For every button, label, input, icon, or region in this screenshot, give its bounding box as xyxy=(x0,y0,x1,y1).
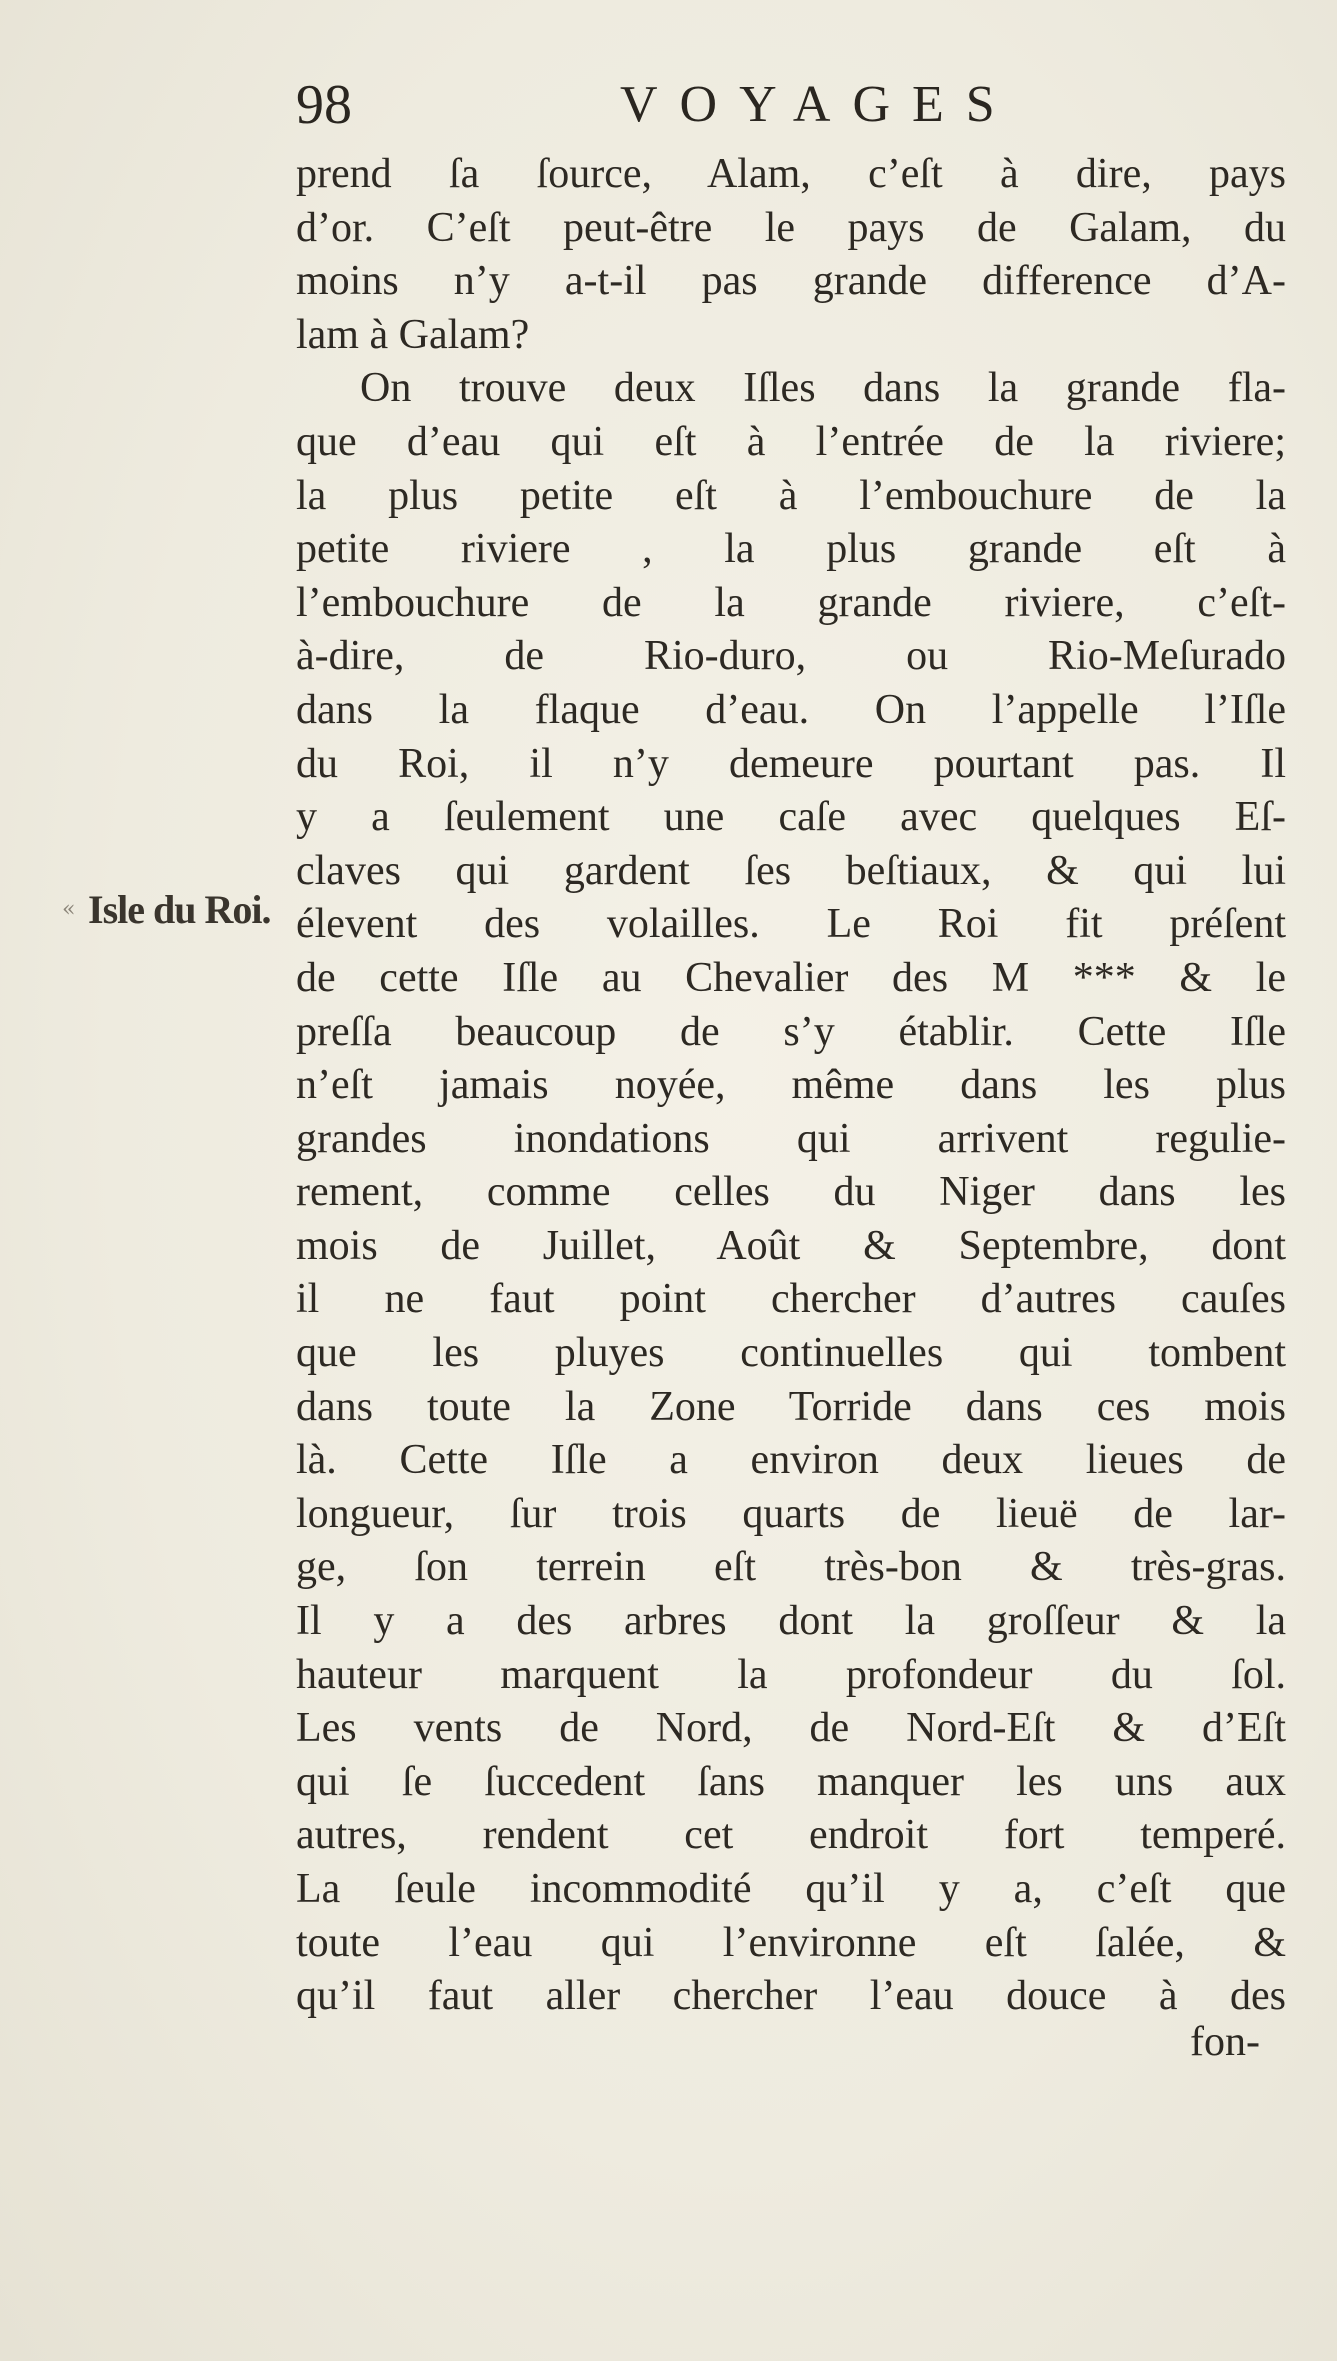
margin-note: Isle du Roi. xyxy=(88,887,271,932)
text-line: dans toute la Zone Torride dans ces mois xyxy=(296,1383,1286,1430)
text-line: preſſa beaucoup de s’y établir. Cette Iſle xyxy=(296,1008,1286,1055)
text-line: que les pluyes continuelles qui tombent xyxy=(296,1330,1286,1377)
page-header xyxy=(0,70,1337,140)
text-line: claves qui gardent ſes beſtiaux, & qui lui xyxy=(296,847,1286,894)
margin-note-marker: « xyxy=(62,897,76,922)
text-line: Les vents de Nord, de Nord-Eſt & d’Eſt xyxy=(296,1705,1286,1752)
text-line: de cette Iſle au Chevalier des M *** & le xyxy=(296,954,1286,1001)
text-line: La ſeule incommodité qu’il y a, c’eſt que xyxy=(296,1866,1286,1912)
text-line: il ne faut point chercher d’autres cauſes xyxy=(296,1276,1286,1323)
page-number: 98 xyxy=(296,74,352,136)
text-line: qu’il faut aller chercher l’eau douce à des xyxy=(296,1973,1286,2020)
text-line: On trouve deux Iſles dans la grande fla- xyxy=(360,365,1286,412)
text-line: Il y a des arbres dont la groſſeur & la xyxy=(296,1598,1286,1645)
text-line: hauteur marquent la profondeur du ſol. xyxy=(296,1651,1286,1698)
body-text xyxy=(296,148,1286,2024)
text-line: mois de Juillet, Août & Septembre, dont xyxy=(296,1222,1286,1269)
text-line: moins n’y a-t-il pas grande difference d’A- xyxy=(296,258,1286,305)
text-line: lam à Galam? xyxy=(296,311,530,358)
text-line: petite riviere , la plus grande eſt à xyxy=(296,526,1286,573)
text-line: dans la flaque d’eau. On l’appelle l’Iſle xyxy=(296,686,1286,733)
text-line: grandes inondations qui arrivent regulie- xyxy=(296,1115,1286,1162)
text-line: prend ſa ſource, Alam, c’eſt à dire, pays xyxy=(296,151,1286,197)
text-line: élevent des volailles. Le Roi fit préſent xyxy=(296,901,1286,948)
running-title: VOYAGES xyxy=(620,76,1017,133)
text-line: l’embouchure de la grande riviere, c’eſt- xyxy=(296,579,1286,626)
text-line: ge, ſon terrein eſt très-bon & très-gras. xyxy=(296,1544,1286,1591)
text-line: la plus petite eſt à l’embouchure de la xyxy=(296,472,1286,519)
text-line: du Roi, il n’y demeure pourtant pas. Il xyxy=(296,740,1286,787)
text-line: qui ſe ſuccedent ſans manquer les uns aux xyxy=(296,1758,1286,1805)
text-line: y a ſeulement une caſe avec quelques Eſ- xyxy=(296,794,1286,841)
text-line: d’or. C’eſt peut-être le pays de Galam, du xyxy=(296,204,1286,251)
catchword: fon- xyxy=(1190,2019,1260,2065)
text-line: longueur, ſur trois quarts de lieuë de lar- xyxy=(296,1490,1286,1537)
text-line: toute l’eau qui l’environne eſt ſalée, & xyxy=(296,1919,1286,1966)
text-line: rement, comme celles du Niger dans les xyxy=(296,1169,1286,1216)
text-line: à-dire, de Rio-duro, ou Rio-Meſurado xyxy=(296,633,1286,680)
text-line: que d’eau qui eſt à l’entrée de la riviere; xyxy=(296,418,1286,465)
text-line: n’eſt jamais noyée, même dans les plus xyxy=(296,1062,1286,1109)
text-line: autres, rendent cet endroit fort temperé. xyxy=(296,1812,1286,1859)
text-line: là. Cette Iſle a environ deux lieues de xyxy=(296,1437,1286,1484)
